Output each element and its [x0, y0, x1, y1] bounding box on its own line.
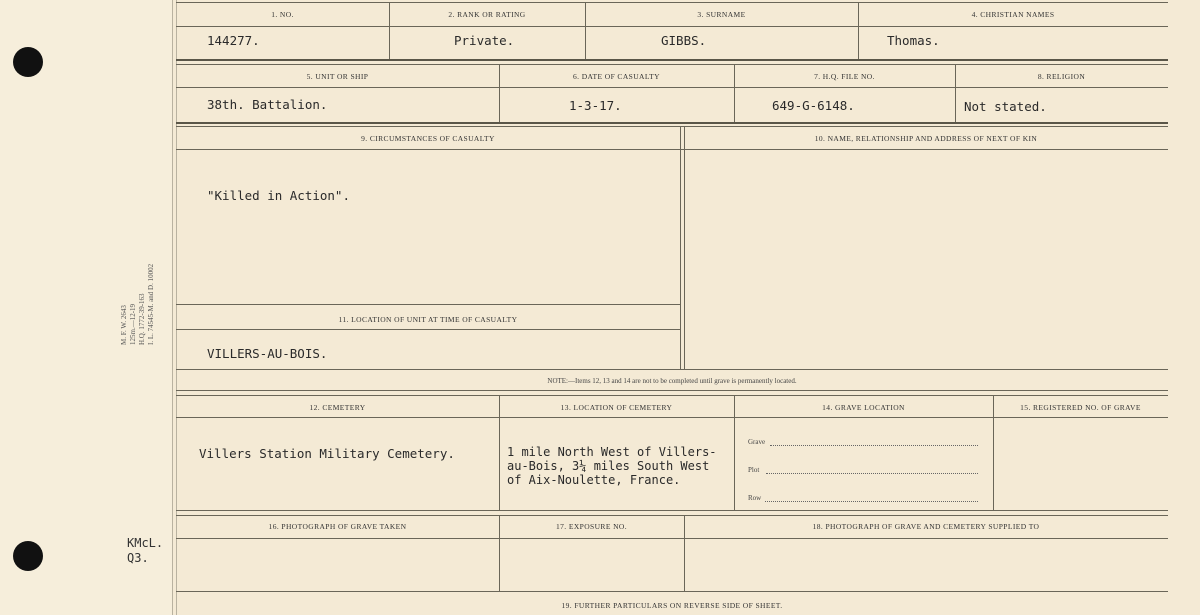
rule: [176, 26, 1168, 27]
rule: [176, 149, 1168, 150]
header-file-no: 7. H.Q. FILE NO.: [814, 72, 875, 81]
note-text: NOTE:—Items 12, 13 and 14 are not to be completed until grave is permanently located.: [547, 377, 797, 385]
header-photo-taken: 16. PHOTOGRAPH OF GRAVE TAKEN: [268, 522, 407, 531]
circumstances-value: "Killed in Action".: [207, 188, 350, 203]
punch-hole-bottom: [13, 541, 43, 571]
rule: [176, 64, 1168, 65]
col-divider: [684, 126, 685, 369]
header-next-of-kin: 10. NAME, RELATIONSHIP AND ADDRESS OF NEXT OF KIN: [814, 134, 1038, 143]
header-photo-supplied: 18. PHOTOGRAPH OF GRAVE AND CEMETERY SUPPLIED TO: [812, 522, 1040, 531]
rule: [176, 122, 1168, 124]
unit-value: 38th. Battalion.: [207, 97, 328, 112]
religion-value: Not stated.: [964, 99, 1047, 114]
header-circumstances: 9. CIRCUMSTANCES OF CASUALTY: [361, 134, 495, 143]
location-of-cemetery-line: au-Bois, 3¼ miles South West: [507, 459, 710, 473]
location-of-cemetery-line: 1 mile North West of Villers-: [507, 445, 717, 459]
rule: [176, 538, 1168, 539]
rule: [176, 417, 1168, 418]
header-date: 6. DATE OF CASUALTY: [573, 72, 660, 81]
date-value: 1-3-17.: [569, 98, 622, 113]
form-code-line: M. F. W. 2643: [120, 305, 128, 345]
rule: [176, 510, 1168, 511]
header-surname: 3. SURNAME: [697, 10, 746, 19]
form-code-line: H.Q. 1772-39-163: [138, 293, 146, 345]
handwritten-line: Q3.: [127, 551, 149, 565]
rule: [176, 2, 1168, 3]
rule: [176, 591, 1168, 592]
header-religion: 8. RELIGION: [1037, 72, 1086, 81]
punch-hole-top: [13, 47, 43, 77]
form-code-line: 125m.—12-19: [129, 303, 137, 345]
rank-value: Private.: [454, 33, 515, 48]
header-cemetery: 12. CEMETERY: [309, 403, 366, 412]
row-label: Row: [748, 494, 762, 502]
plot-label: Plot: [748, 466, 760, 474]
plot-dotted-line: [766, 473, 978, 474]
rule: [176, 329, 680, 330]
footer-text: 19. FURTHER PARTICULARS ON REVERSE SIDE OF SHEET.: [561, 601, 783, 610]
header-exposure-no: 17. EXPOSURE NO.: [556, 522, 627, 531]
grave-label: Grave: [748, 438, 766, 446]
handwritten-line: KMcL.: [127, 536, 164, 550]
grave-dotted-line: [770, 445, 978, 446]
margin-divider: [172, 0, 173, 615]
form-codes: [120, 264, 156, 345]
location-of-unit-value: VILLERS-AU-BOIS.: [207, 346, 328, 361]
location-of-cemetery-line: of Aix-Noulette, France.: [507, 473, 681, 487]
col-divider: [993, 395, 994, 510]
service-number: 144277.: [207, 33, 260, 48]
header-registered-no: 15. REGISTERED NO. OF GRAVE: [1020, 403, 1141, 412]
handwritten-initials: [127, 536, 163, 566]
header-location-of-cemetery: 13. LOCATION OF CEMETERY: [560, 403, 673, 412]
rule: [176, 369, 1168, 370]
rule: [176, 390, 1168, 391]
col-divider: [734, 395, 735, 510]
col-divider: [680, 126, 681, 369]
surname-value: GIBBS.: [661, 33, 707, 48]
header-unit: 5. UNIT OR SHIP: [306, 72, 369, 81]
rule: [176, 87, 1168, 88]
col-divider: [499, 395, 500, 510]
header-no: 1. NO.: [271, 10, 294, 19]
christian-names-value: Thomas.: [887, 33, 940, 48]
rule: [176, 304, 680, 305]
file-no-value: 649-G-6148.: [772, 98, 855, 113]
row-dotted-line: [765, 501, 978, 502]
rule: [176, 395, 1168, 396]
cemetery-value: Villers Station Military Cemetery.: [199, 446, 455, 461]
form-code-line: I. L. 74545-M. and D. 10002: [147, 263, 155, 345]
header-location-of-unit: 11. LOCATION OF UNIT AT TIME OF CASUALTY: [338, 315, 518, 324]
header-christian-names: 4. CHRISTIAN NAMES: [971, 10, 1055, 19]
rule: [176, 59, 1168, 61]
header-rank: 2. RANK OR RATING: [448, 10, 526, 19]
rule: [176, 126, 1168, 127]
rule: [176, 515, 1168, 516]
header-grave-location: 14. GRAVE LOCATION: [822, 403, 905, 412]
